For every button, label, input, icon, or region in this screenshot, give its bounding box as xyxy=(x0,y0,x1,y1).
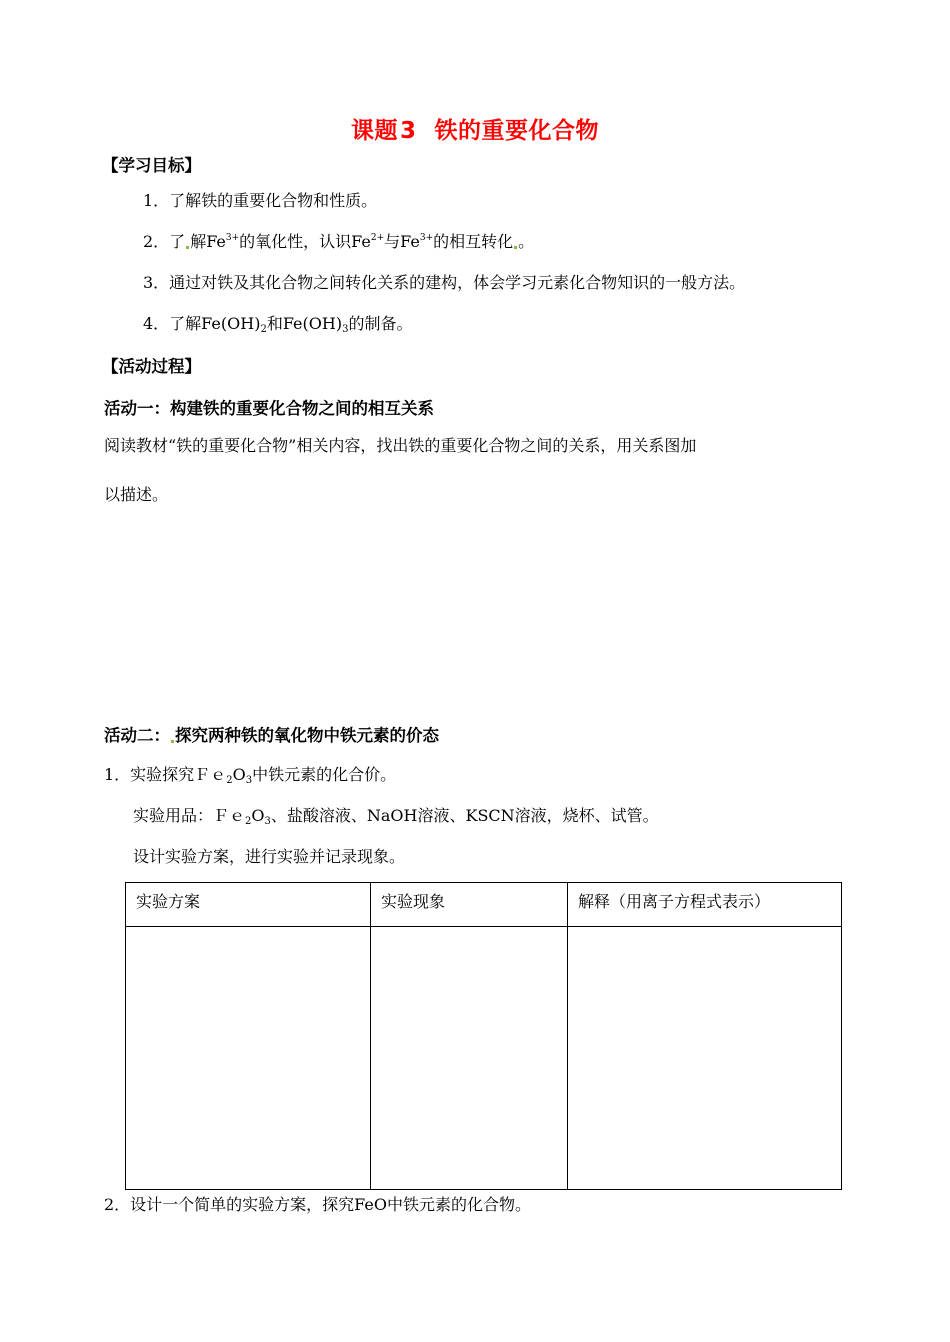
page-title xyxy=(0,112,950,145)
table-answer-cell[interactable] xyxy=(126,927,371,1190)
activity-2-question-1: 1．实验探究$Fe_2O_3$中铁元素的化合价。 xyxy=(104,765,397,786)
table-header-cell: 实验现象 xyxy=(371,883,568,927)
objective-item-3: 3．通过对铁及其化合物之间转化关系的建构，体会学习元素化合物知识的一般方法。 xyxy=(143,273,746,292)
experiment-table xyxy=(125,882,842,1190)
title-topic: 铁的重要化合物 xyxy=(434,118,599,144)
objectives-heading: 【学习目标】 xyxy=(102,156,201,175)
title-number: 3 xyxy=(399,118,417,144)
activity-2-materials: 实验用品：$Fe_2O_3$、盐酸溶液、NaOH溶液、KSCN溶液，烧杯、试管。 xyxy=(133,806,659,827)
activity-2-heading: 活动二： 探究两种铁的氧化物中铁元素的价态 xyxy=(104,726,439,745)
activity-2-design-instruction: 设计实验方案，进行实验并记录现象。 xyxy=(133,847,406,866)
table-header-cell: 解释（用离子方程式表示） xyxy=(568,883,842,927)
table-row xyxy=(126,927,842,1190)
process-heading: 【活动过程】 xyxy=(102,357,201,376)
text-marker xyxy=(514,246,517,249)
text-marker xyxy=(171,740,174,743)
objective-item-2: 2．了 解$Fe^{3+}$的氧化性，认识$Fe^{2+}$与$Fe^{3+}$的相互转化 。 xyxy=(143,232,535,251)
activity-1-text-line-1: 阅读教材“铁的重要化合物”相关内容，找出铁的重要化合物之间的关系，用关系图加 xyxy=(104,436,697,455)
objective-item-1: 1．了解铁的重要化合物和性质。 xyxy=(143,191,378,210)
title-main: 课题 xyxy=(350,118,398,144)
table-header-cell: 实验方案 xyxy=(126,883,371,927)
activity-1-heading: 活动一：构建铁的重要化合物之间的相互关系 xyxy=(104,399,434,418)
table-answer-cell[interactable] xyxy=(371,927,568,1190)
activity-1-text-line-2: 以描述。 xyxy=(104,485,169,504)
table-header-row xyxy=(126,883,842,927)
objective-item-4: 4．了解$Fe(OH)_2$和$Fe(OH)_3$的制备。 xyxy=(143,314,413,335)
activity-2-question-2: 2．设计一个简单的实验方案，探究FeO中铁元素的化合物。 xyxy=(104,1195,531,1214)
table-answer-cell[interactable] xyxy=(568,927,842,1190)
text-marker xyxy=(186,246,189,249)
